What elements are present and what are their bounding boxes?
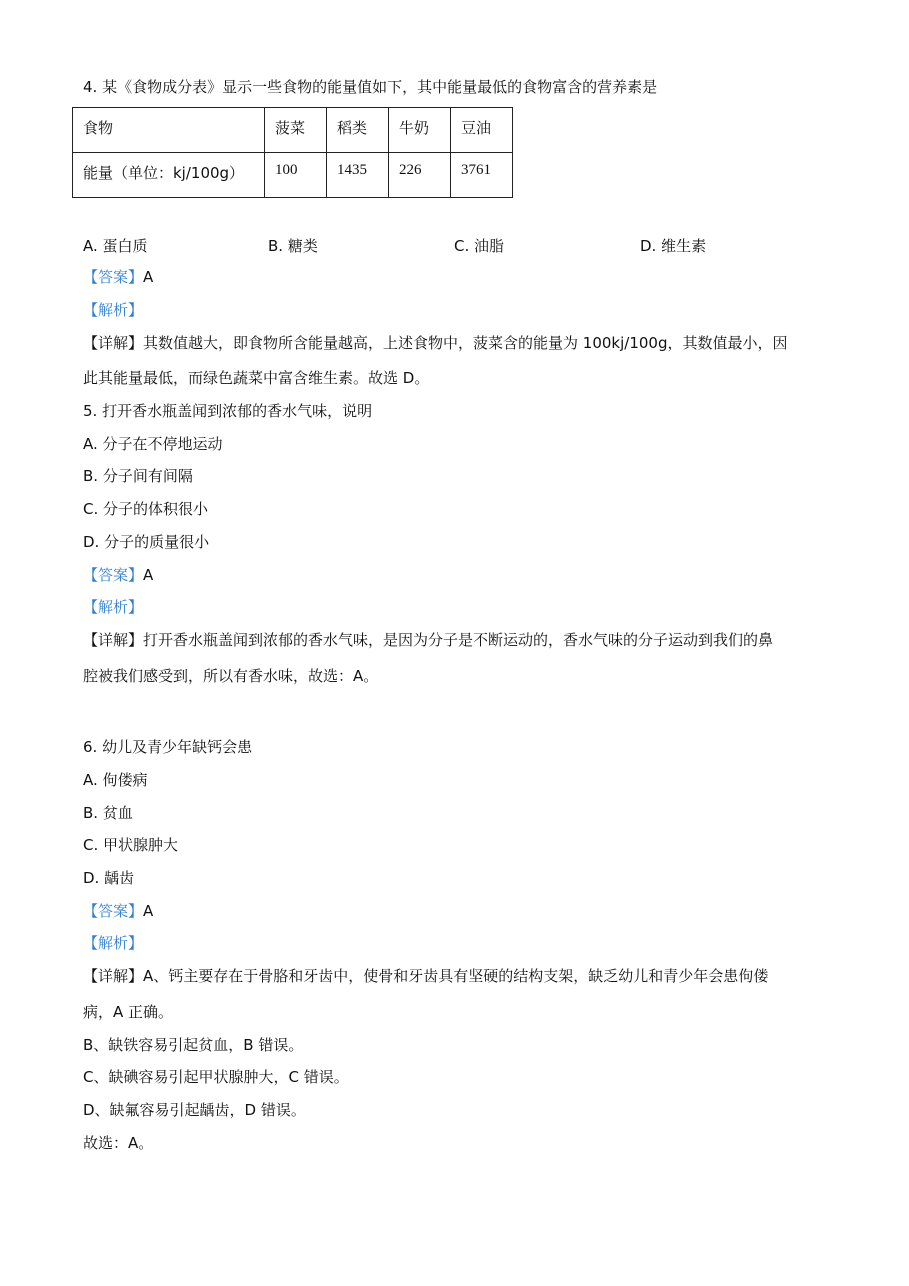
q5-option-a: A. 分子在不停地运动 [83,435,223,453]
q6-option-d: D. 龋齿 [83,869,135,887]
q4-answer [83,267,153,287]
q4-detail-line2: 此其能量最低，而绿色蔬菜中富含维生素。故选 D。 [83,369,430,387]
table-cell: 菠菜 [265,108,327,153]
answer-tag: 【答案】 [83,566,144,584]
q6-stem: 6. 幼儿及青少年缺钙会患 [83,738,253,756]
table-cell: 能量（单位：kj/100g） [73,153,265,198]
q4-option-c: C. 油脂 [454,237,505,255]
q6-conclusion: 故选：A。 [83,1134,154,1152]
q5-option-c: C. 分子的体积很小 [83,500,209,518]
table-row [73,108,513,153]
answer-tag: 【答案】 [83,268,144,286]
detail-tag: 【详解】 [83,334,144,352]
food-energy-table [72,107,513,198]
q5-option-b: B. 分子间有间隔 [83,467,193,485]
q6-option-b: B. 贫血 [83,804,133,822]
q4-detail-line1 [83,333,787,353]
table-cell: 食物 [73,108,265,153]
q6-analysis-tag: 【解析】 [83,934,144,952]
table-row [73,153,513,198]
table-cell: 稻类 [327,108,389,153]
detail-text: 其数值越大，即食物所含能量越高，上述食物中，菠菜含的能量为 100kj/100g，其数值最小，因 [143,334,788,352]
detail-tag: 【详解】 [83,967,144,985]
q4-stem: 4. 某《食物成分表》显示一些食物的能量值如下，其中能量最低的食物富含的营养素是 [83,78,658,96]
table-cell: 1435 [327,153,389,198]
q5-answer [83,565,153,585]
table-cell: 豆油 [451,108,513,153]
table-cell: 100 [265,153,327,198]
q5-option-d: D. 分子的质量很小 [83,533,210,551]
detail-text: 打开香水瓶盖闻到浓郁的香水气味，是因为分子是不断运动的，香水气味的分子运动到我们的鼻 [143,631,774,649]
answer-value: A [143,902,154,920]
detail-text: A、钙主要存在于骨胳和牙齿中，使骨和牙齿具有坚硬的结构支架，缺乏幼儿和青少年会患佝偻 [143,967,769,985]
answer-value: A [143,566,154,584]
answer-value: A [143,268,154,286]
table-cell: 226 [389,153,451,198]
table-cell: 3761 [451,153,513,198]
q4-analysis-tag: 【解析】 [83,301,144,319]
q4-option-b: B. 糖类 [268,237,318,255]
answer-tag: 【答案】 [83,902,144,920]
q6-detail-line1 [83,966,768,986]
q5-analysis-tag: 【解析】 [83,598,144,616]
detail-tag: 【详解】 [83,631,144,649]
q6-detail-c: C、缺碘容易引起甲状腺肿大，C 错误。 [83,1068,349,1086]
q5-detail-line1 [83,630,773,650]
q6-detail-b: B、缺铁容易引起贫血，B 错误。 [83,1036,304,1054]
q4-option-d: D. 维生素 [640,237,707,255]
q6-option-c: C. 甲状腺肿大 [83,836,179,854]
q6-answer [83,901,153,921]
q6-detail-line2: 病，A 正确。 [83,1003,174,1021]
q5-stem: 5. 打开香水瓶盖闻到浓郁的香水气味，说明 [83,402,373,420]
table-cell: 牛奶 [389,108,451,153]
q4-option-a: A. 蛋白质 [83,237,148,255]
q5-detail-line2: 腔被我们感受到，所以有香水味，故选：A。 [83,667,379,685]
q6-option-a: A. 佝偻病 [83,771,148,789]
q6-detail-d: D、缺氟容易引起龋齿，D 错误。 [83,1101,306,1119]
